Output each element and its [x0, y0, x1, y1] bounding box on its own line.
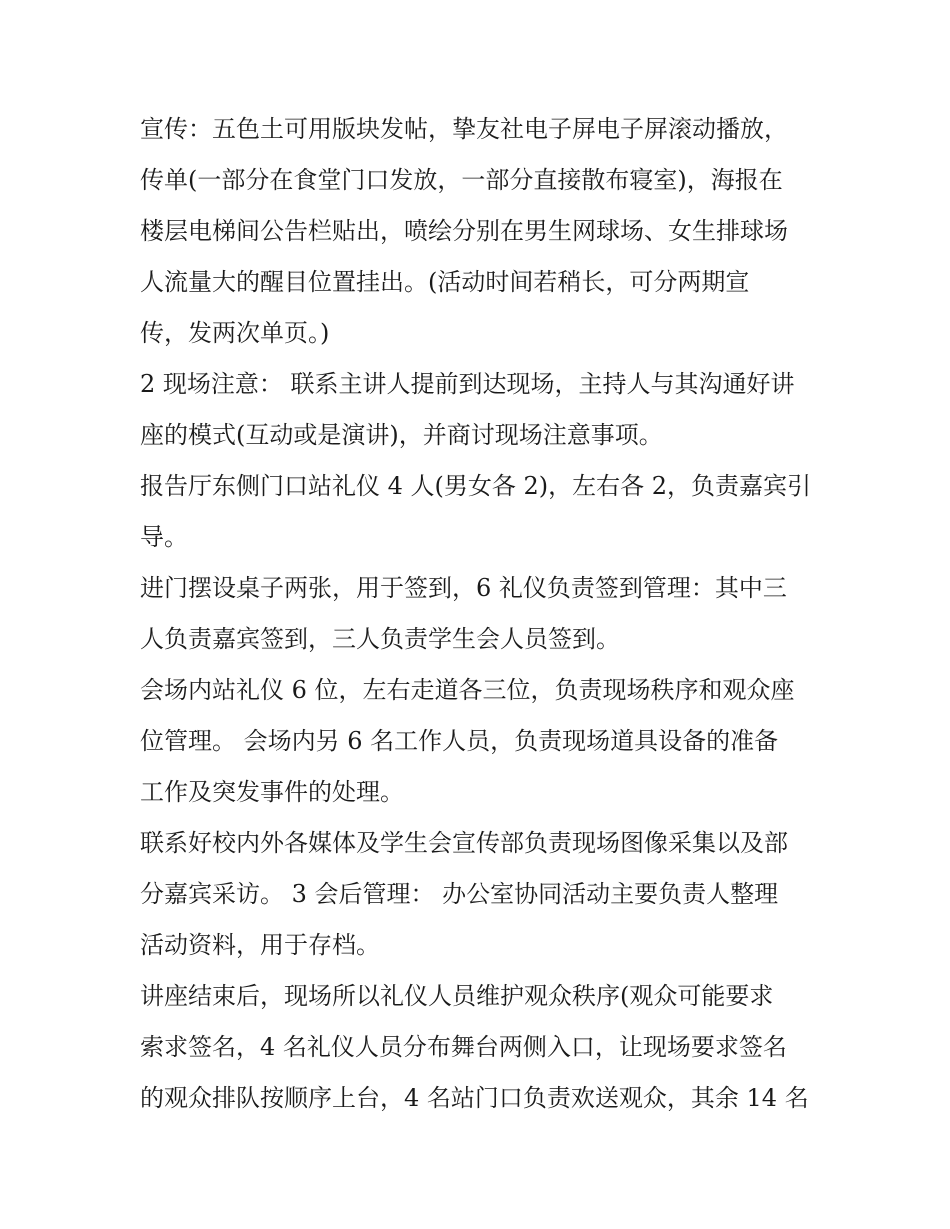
text-line: 楼层电梯间公告栏贴出，喷绘分别在男生网球场、女生排球场: [140, 217, 788, 245]
text-line: 工作及突发事件的处理。: [140, 778, 404, 806]
text-line: 2 现场注意： 联系主讲人提前到达现场，主持人与其沟通好讲: [140, 370, 795, 398]
text-line: 传单(一部分在食堂门口发放，一部分直接散布寝室)，海报在: [140, 166, 783, 194]
text-line: 讲座结束后，现场所以礼仪人员维护观众秩序(观众可能要求: [140, 982, 774, 1010]
document-body: [140, 104, 830, 1124]
text-line: 活动资料，用于存档。: [140, 931, 380, 959]
text-line: 进门摆设桌子两张，用于签到，6 礼仪负责签到管理：其中三: [140, 574, 787, 602]
text-line: 人流量大的醒目位置挂出。(活动时间若稍长，可分两期宣: [140, 268, 750, 296]
text-line: 传，发两次单页。): [140, 319, 330, 347]
text-line: 的观众排队按顺序上台，4 名站门口负责欢送观众，其余 14 名: [140, 1084, 809, 1112]
text-line: 联系好校内外各媒体及学生会宣传部负责现场图像采集以及部: [140, 829, 788, 857]
text-line: 导。: [140, 523, 188, 551]
text-line: 分嘉宾采访。 3 会后管理： 办公室协同活动主要负责人整理: [140, 880, 779, 908]
text-line: 报告厅东侧门口站礼仪 4 人(男女各 2)，左右各 2，负责嘉宾引: [140, 472, 812, 500]
text-line: 位管理。 会场内另 6 名工作人员，负责现场道具设备的准备: [140, 727, 779, 755]
text-line: 会场内站礼仪 6 位，左右走道各三位，负责现场秩序和观众座: [140, 676, 795, 704]
text-line: 宣传：五色土可用版块发帖，挚友社电子屏电子屏滚动播放，: [140, 115, 788, 143]
text-line: 人负责嘉宾签到，三人负责学生会人员签到。: [140, 625, 620, 653]
text-line: 座的模式(互动或是演讲)，并商讨现场注意事项。: [140, 421, 663, 449]
text-line: 索求签名，4 名礼仪人员分布舞台两侧入口，让现场要求签名: [140, 1033, 787, 1061]
